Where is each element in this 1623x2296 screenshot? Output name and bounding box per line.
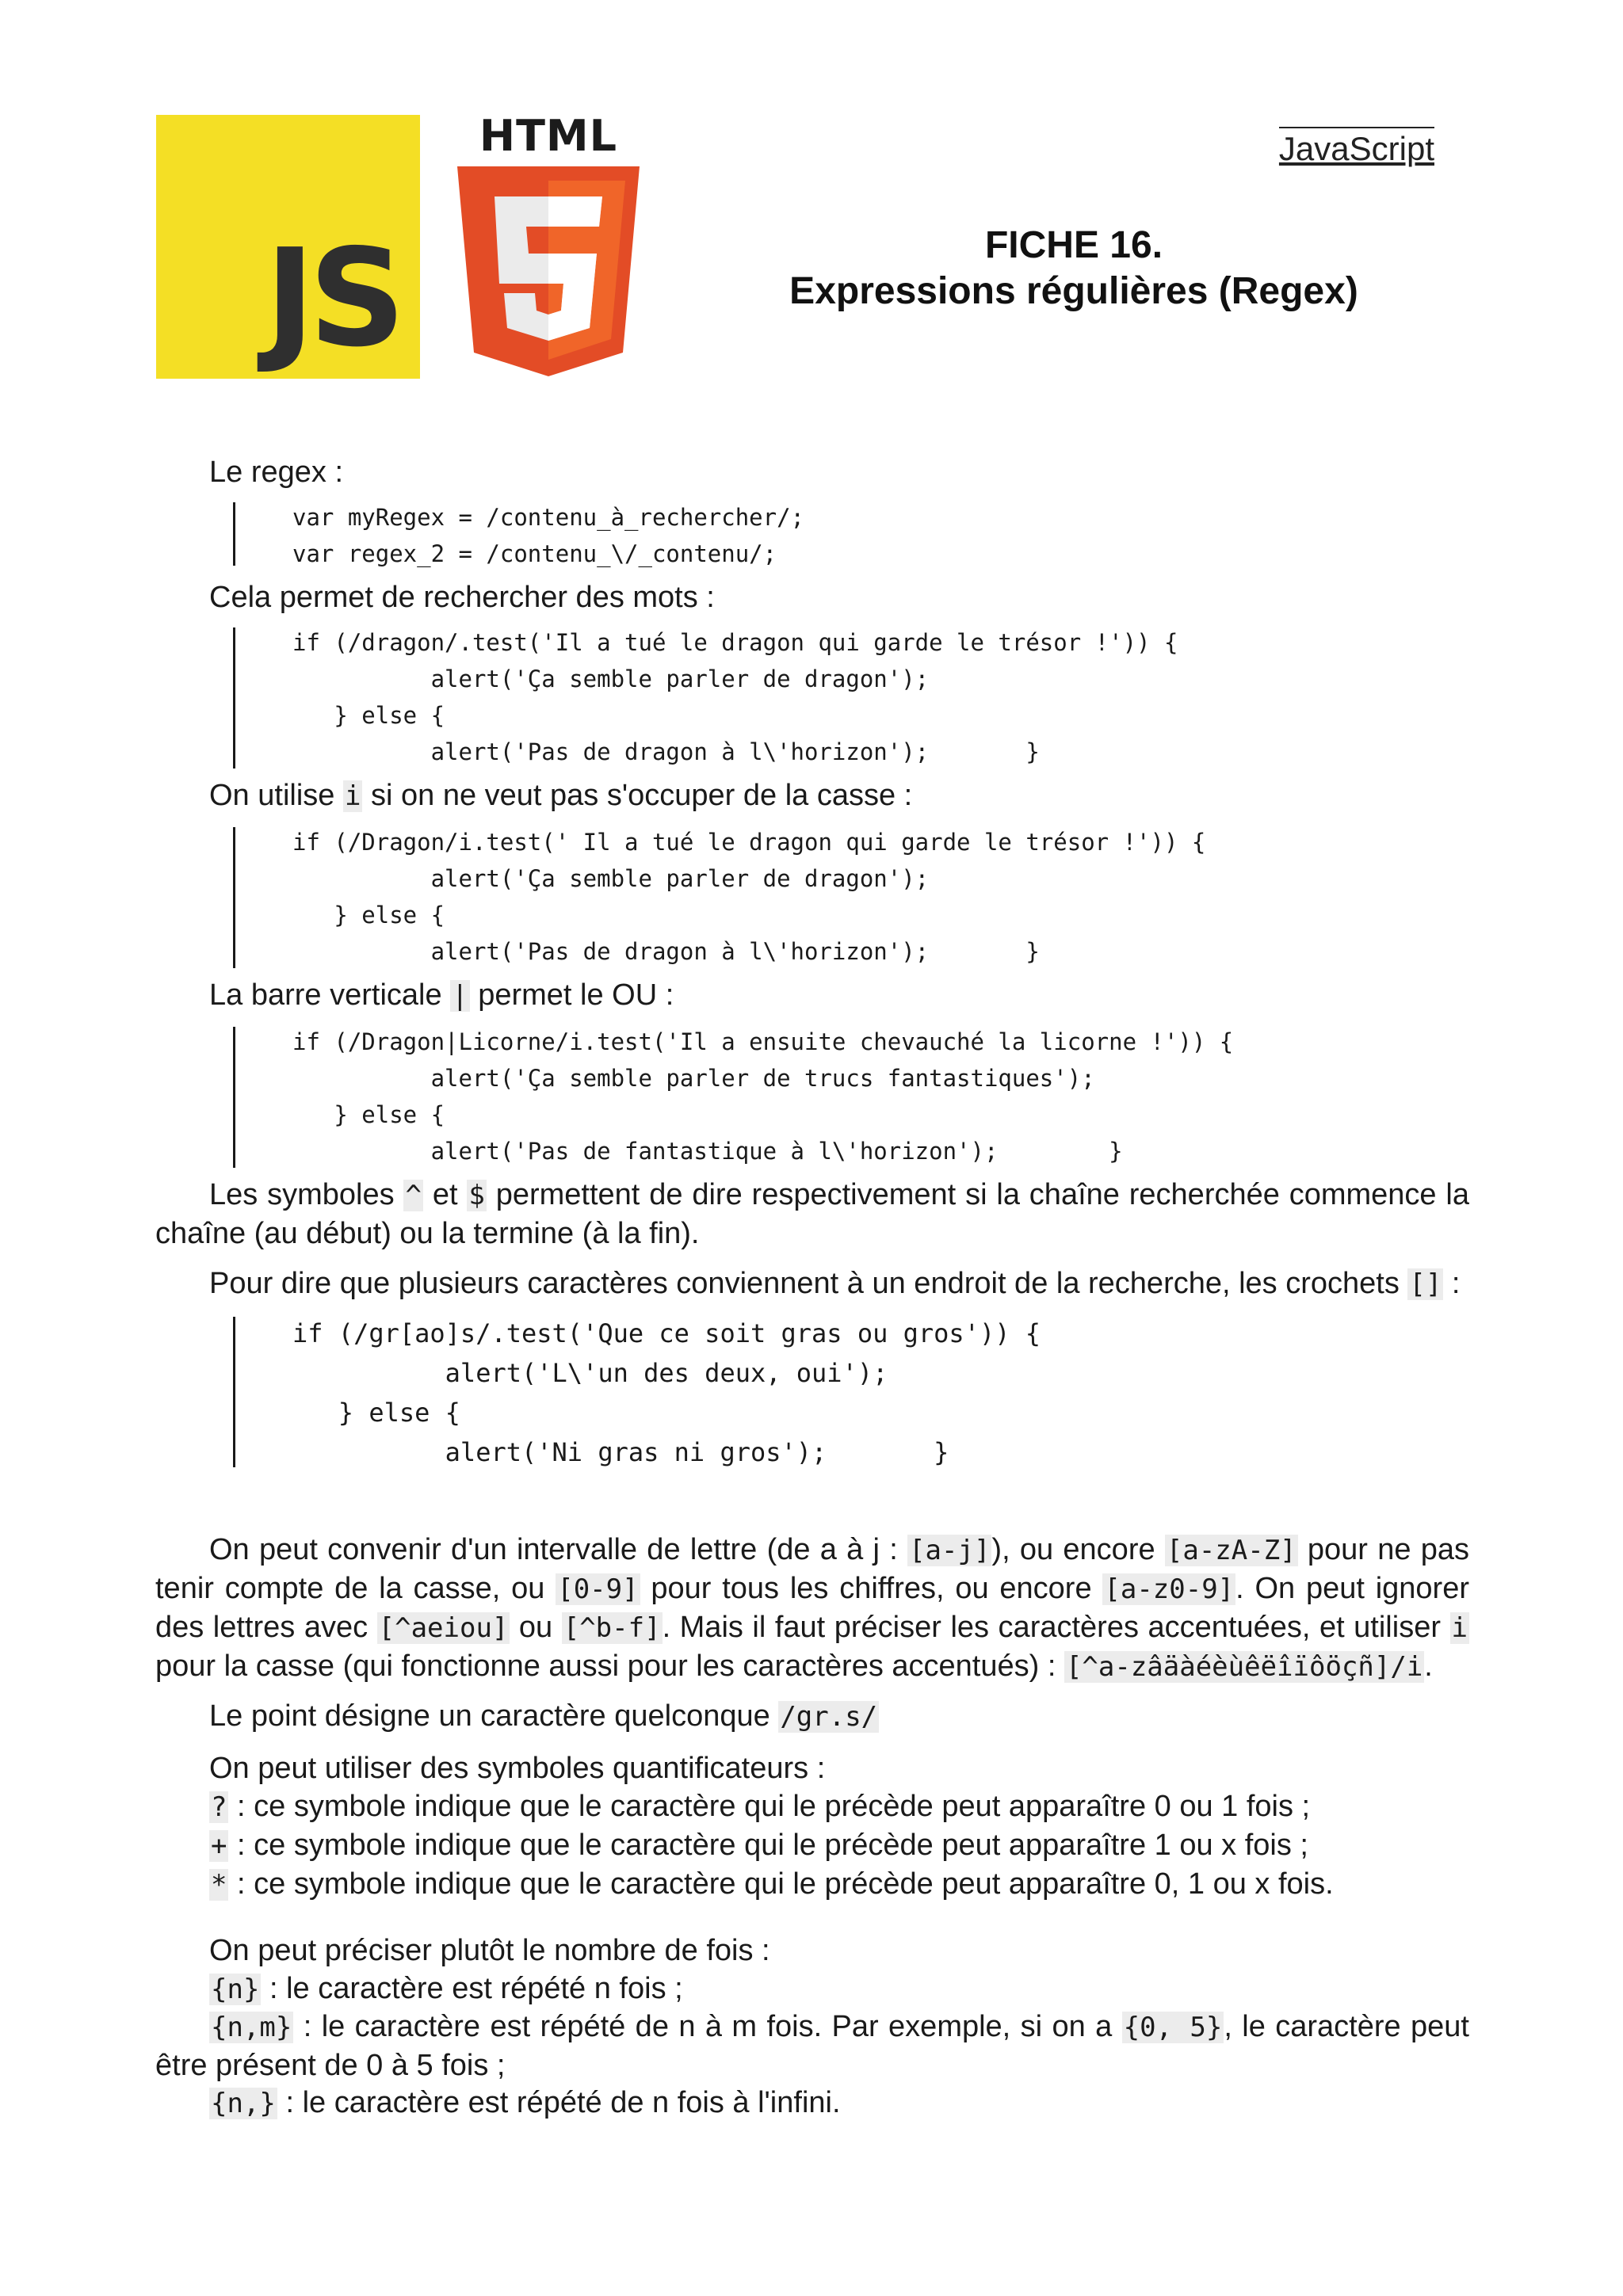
js-logo-text: JS — [265, 220, 399, 377]
brackets-code-block — [233, 1317, 235, 1467]
code-line: var regex_2 = /contenu_\/_contenu/; — [292, 540, 777, 567]
inline-code: {n,m} — [211, 2012, 292, 2043]
code-line: alert('Ni gras ni gros'); } — [292, 1437, 949, 1467]
brackets-intro: Pour dire que plusieurs caractères conviennent à un endroit de la recherche, les crochets [] : — [209, 1267, 1461, 1300]
count-nm: {n,m} : le caractère est répété de n à m fois. Par exemple, si on a {0, 5}, le caractère peut être présent de 0 à 5 fois ; — [155, 2010, 1469, 2082]
inline-code: ? — [211, 1791, 227, 1823]
count-n: {n} : le caractère est répété n fois ; — [211, 1972, 683, 2005]
anchors-paragraph: Les symboles ^ et $ permettent de dire respectivement si la chaîne recherchée commence la chaîne (au début) ou la termine (à la fin). — [155, 1178, 1469, 1250]
inline-code: {n} — [211, 1974, 260, 2005]
or-code-block — [233, 1027, 235, 1168]
inline-code: i — [344, 780, 361, 812]
inline-code: $ — [468, 1180, 485, 1211]
code-line: alert('Pas de dragon à l\'horizon'); } — [292, 738, 1040, 765]
page-title-line2: Expressions régulières (Regex) — [789, 270, 1358, 312]
code-line: alert('L\'un des deux, oui'); — [292, 1358, 888, 1388]
inline-code: i — [1451, 1612, 1468, 1644]
regex-intro: Le regex : — [209, 456, 343, 489]
regex-code-block — [233, 502, 235, 566]
page-title-line1: FICHE 16. — [984, 224, 1163, 266]
quantifiers-block — [209, 1749, 1334, 1904]
inline-code: /gr.s/ — [780, 1701, 878, 1733]
case-intro: On utilise i si on ne veut pas s'occuper de la casse : — [209, 779, 913, 812]
quantifier-star: * : ce symbole indique que le caractère qui le précède peut apparaître 0, 1 ou x fois. — [211, 1867, 1334, 1901]
quantifier-plus: + : ce symbole indique que le caractère qui le précède peut apparaître 1 ou x fois ; — [211, 1829, 1308, 1862]
code-line: if (/Dragon|Licorne/i.test('Il a ensuite chevauché la licorne !')) { — [292, 1028, 1234, 1055]
javascript-logo — [156, 115, 420, 379]
code-line: alert('Ça semble parler de dragon'); — [292, 666, 930, 692]
count-intro: On peut préciser plutôt le nombre de fois : — [209, 1934, 770, 1967]
code-line: alert('Ça semble parler de dragon'); — [292, 865, 930, 892]
subject-label: JavaScript — [1278, 130, 1434, 167]
inline-code: [^a-zâäàéèùêëîïôöçñ]/i — [1065, 1651, 1423, 1683]
inline-code: | — [452, 980, 468, 1012]
inline-code: {0, 5} — [1123, 2012, 1223, 2043]
or-intro: La barre verticale | permet le OU : — [209, 978, 674, 1012]
inline-code: {n,} — [211, 2088, 276, 2119]
code-line: if (/dragon/.test('Il a tué le dragon qui garde le trésor !')) { — [292, 629, 1178, 656]
quantifiers-intro: On peut utiliser des symboles quantificateurs : — [209, 1752, 826, 1785]
code-line: alert('Ça semble parler de trucs fantastiques'); — [292, 1065, 1095, 1092]
inline-code: [a-j] — [909, 1535, 991, 1566]
inline-code: ^ — [405, 1180, 422, 1211]
search-code-block — [233, 627, 235, 769]
code-line: } else { — [292, 702, 445, 729]
html-logo-text: HTML — [479, 111, 618, 161]
search-intro: Cela permet de rechercher des mots : — [209, 581, 715, 614]
inline-code: [^aeiou] — [378, 1612, 509, 1644]
inline-code: * — [211, 1869, 227, 1901]
code-line: if (/Dragon/i.test(' Il a tué le dragon qui garde le trésor !')) { — [292, 829, 1206, 856]
quantifier-question: ? : ce symbole indique que le caractère qui le précède peut apparaître 0 ou 1 fois ; — [211, 1790, 1311, 1823]
code-line: if (/gr[ao]s/.test('Que ce soit gras ou gros')) { — [292, 1318, 1041, 1348]
inline-code: [0-9] — [557, 1573, 639, 1605]
inline-code: [a-zA-Z] — [1166, 1535, 1296, 1566]
code-line: alert('Pas de fantastique à l\'horizon'); } — [292, 1138, 1123, 1165]
code-line: } else { — [292, 1101, 445, 1128]
inline-code: + — [211, 1830, 227, 1862]
html5-shield-icon — [453, 111, 643, 380]
inline-code: [] — [1409, 1268, 1442, 1300]
inline-code: [^b-f] — [563, 1612, 661, 1644]
inline-code: [a-z0-9] — [1104, 1573, 1235, 1605]
code-line: alert('Pas de dragon à l\'horizon'); } — [292, 938, 1040, 965]
count-ninf: {n,} : le caractère est répété de n fois à l'infini. — [211, 2086, 841, 2119]
code-line: } else { — [292, 1398, 460, 1428]
code-line: } else { — [292, 902, 445, 929]
dot-paragraph: Le point désigne un caractère quelconque /gr.s/ — [209, 1699, 878, 1733]
html5-logo — [453, 111, 643, 380]
interval-paragraph: On peut convenir d'un intervalle de lettre (de a à j : [a-j]), ou encore [a-zA-Z] pour ne pas tenir compte de la casse, ou [0-9] pour tous les chiffres, ou encore [a-z0-9]. On peut ignorer des lettres avec [^aeiou] ou [^b-f]. Mais il faut préciser les caractères accentuées, et utiliser i pour la casse (qui fonctionne aussi pour les caractères accentués) : [^a-zâäàéèùêëîïôöçñ]/i. — [155, 1533, 1470, 1683]
code-line: var myRegex = /contenu_à_rechercher/; — [292, 504, 805, 531]
case-code-block — [233, 827, 235, 968]
